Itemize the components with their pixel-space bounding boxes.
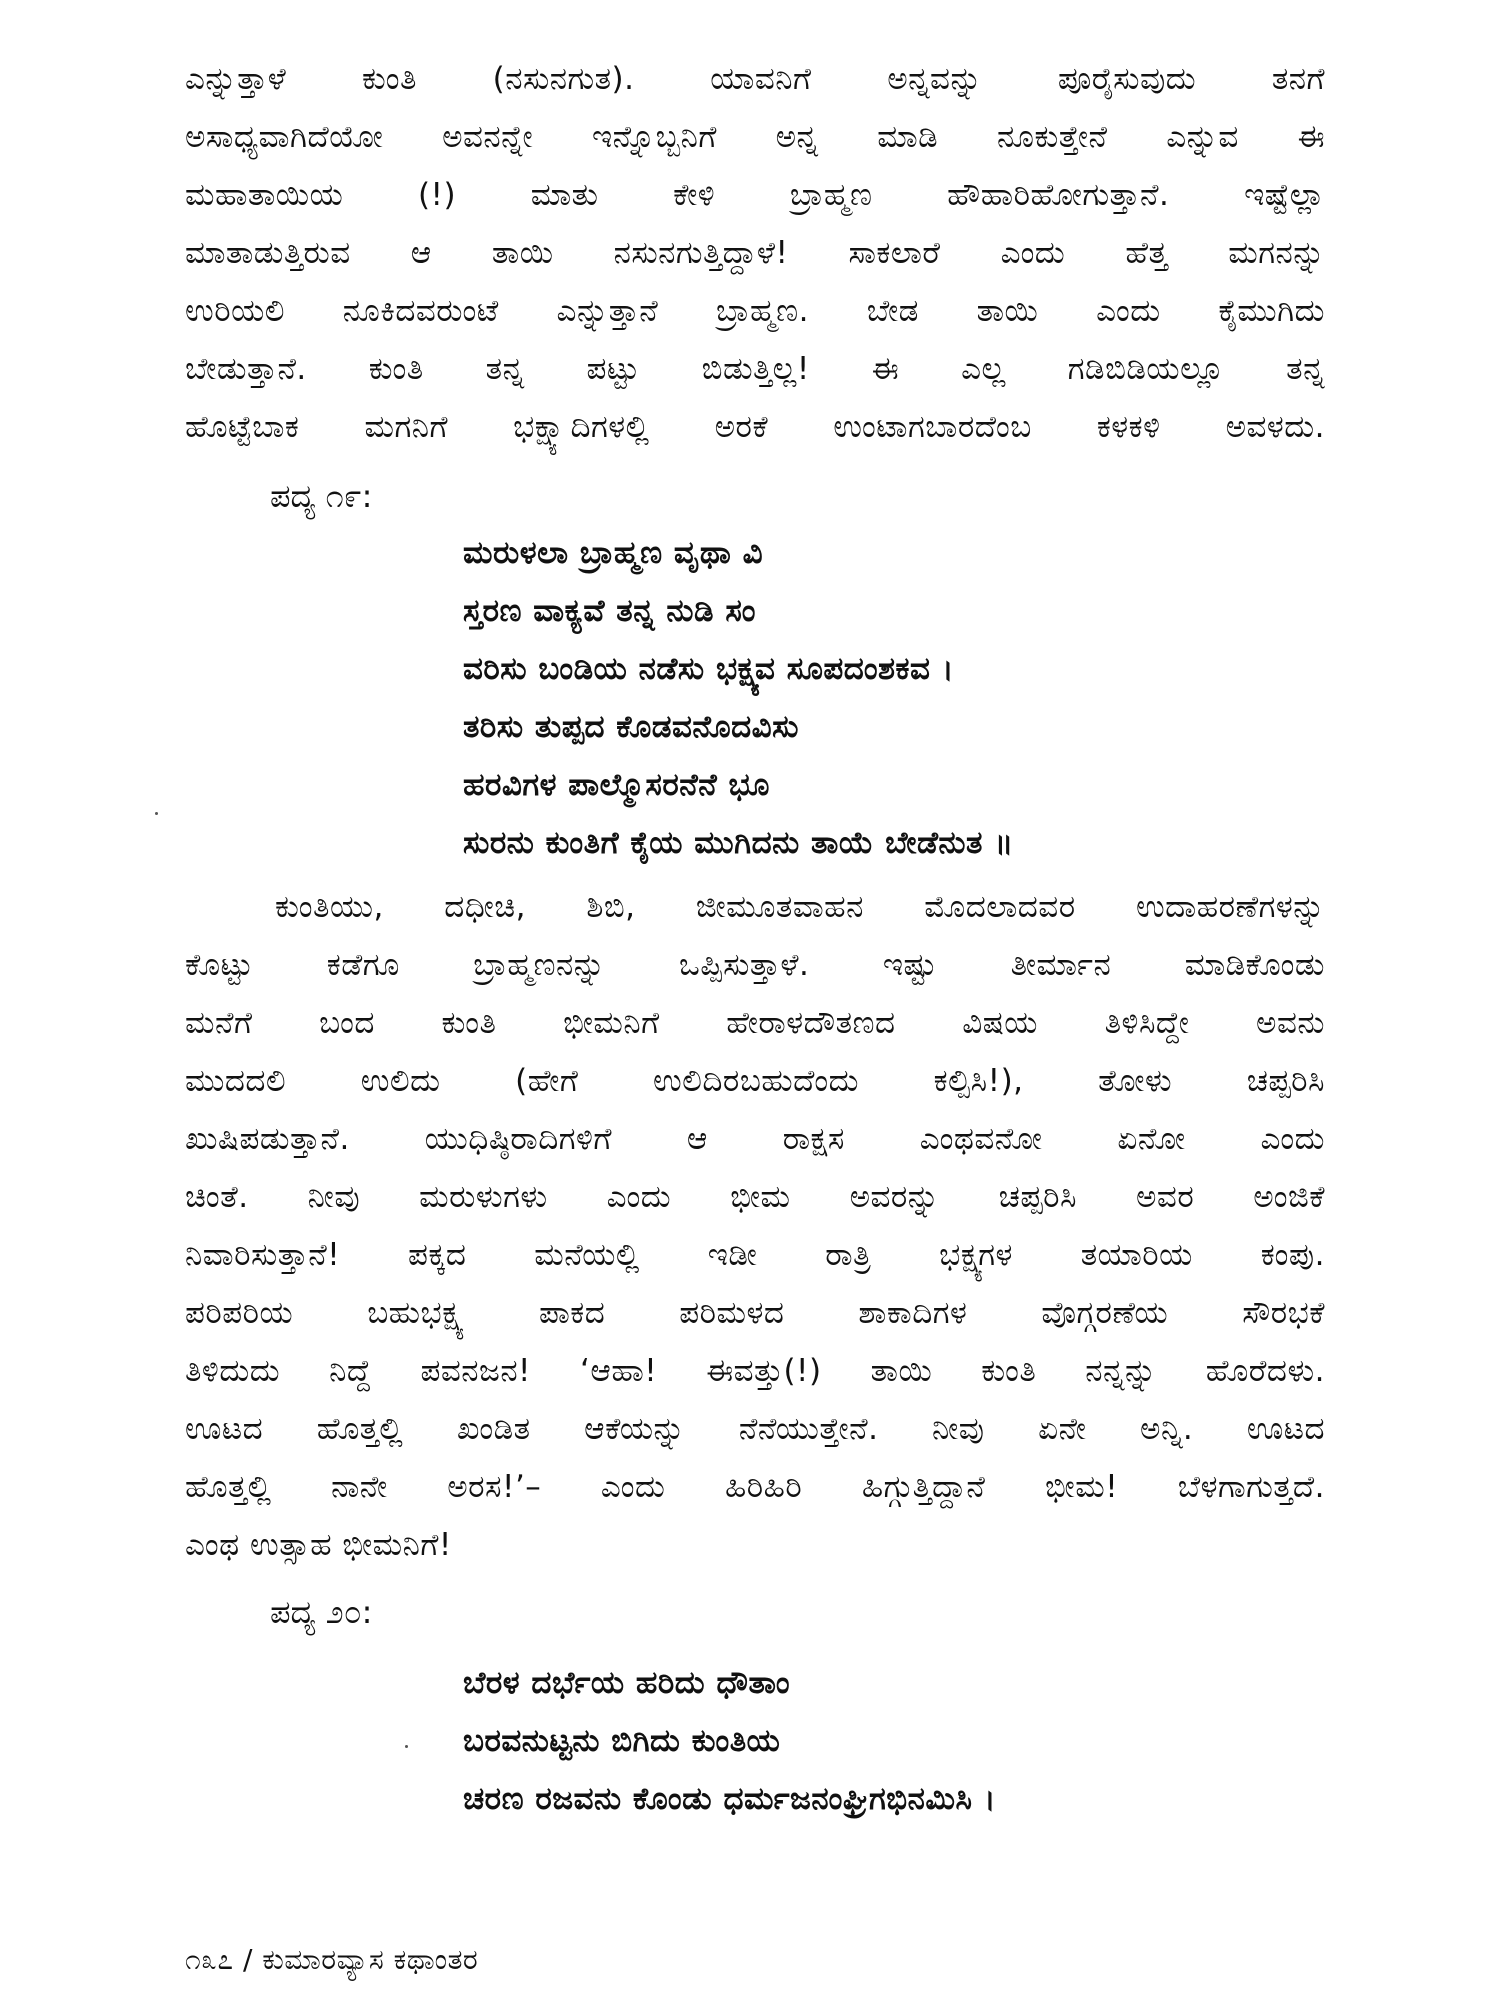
verse-line: ವರಿಸು ಬಂಡಿಯ ನಡೆಸು ಭಕ್ಷ್ಯವ ಸೂಪದಂಶಕವ । <box>463 651 954 687</box>
text-line: ಬೇಡುತ್ತಾನೆ. ಕುಂತಿ ತನ್ನ ಪಟ್ಟು ಬಿಡುತ್ತಿಲ್ಲ! ಈ ಎಲ್ಲ ಗಡಿಬಿಡಿಯಲ್ಲೂ ತನ್ನ <box>185 351 1325 387</box>
verse-line: ಬರವನುಟ್ಟನು ಬಿಗಿದು ಕುಂತಿಯ <box>463 1723 781 1759</box>
verse-line: ಚರಣ ರಜವನು ಕೊಂಡು ಧರ್ಮಜನಂಘ್ರಿಗಭಿನಮಿಸಿ । <box>463 1781 997 1817</box>
text-line: ಊಟದ ಹೊತ್ತಲ್ಲಿ ಖಂಡಿತ ಆಕೆಯನ್ನು ನೆನೆಯುತ್ತೇನೆ. ನೀವು ಏನೇ ಅನ್ನಿ. ಊಟದ <box>185 1411 1325 1447</box>
scan-speck <box>405 1745 408 1748</box>
text-line: ಪರಿಪರಿಯ ಬಹುಭಕ್ಷ್ಯ ಪಾಕದ ಪರಿಮಳದ ಶಾಕಾದಿಗಳ ವೊಗ್ಗರಣೆಯ ಸೌರಭಕೆ <box>185 1295 1325 1331</box>
text-line: ಚಿಂತೆ. ನೀವು ಮರುಳುಗಳು ಎಂದು ಭೀಮ ಅವರನ್ನು ಚಪ್ಪರಿಸಿ ಅವರ ಅಂಜಿಕೆ <box>185 1179 1325 1215</box>
verse-line: ಹರವಿಗಳ ಪಾಲ್ಮೊಸರನೆನೆ ಭೂ <box>463 767 770 803</box>
page-footer: ೧೩೭ / ಕುಮಾರವ್ಯಾಸ ಕಥಾಂತರ <box>185 1943 479 1976</box>
scan-speck <box>155 812 158 815</box>
verse-2 <box>463 1654 1223 1828</box>
verse-line: ತರಿಸು ತುಪ್ಪದ ಕೊಡವನೊದವಿಸು <box>463 709 799 745</box>
text-line: ಕುಂತಿಯು, ದಧೀಚಿ, ಶಿಬಿ, ಜೀಮೂತವಾಹನ ಮೊದಲಾದವರ ಉದಾಹರಣೆಗಳನ್ನು <box>275 889 1325 925</box>
text-line: ಮಹಾತಾಯಿಯ (!) ಮಾತು ಕೇಳಿ ಬ್ರಾಹ್ಮಣ ಹೌಹಾರಿಹೋಗುತ್ತಾನೆ. ಇಷ್ಟೆಲ್ಲಾ <box>185 177 1325 213</box>
verse-2-label: ಪದ್ಯ ೨೦: <box>270 1593 373 1631</box>
text-line: ಎಂಥ ಉತ್ಸಾಹ ಭೀಮನಿಗೆ! <box>185 1527 452 1563</box>
text-line: ಅಸಾಧ್ಯವಾಗಿದೆಯೋ ಅವನನ್ನೇ ಇನ್ನೊಬ್ಬನಿಗೆ ಅನ್ನ ಮಾಡಿ ನೂಕುತ್ತೇನೆ ಎನ್ನುವ ಈ <box>185 119 1325 155</box>
text-line: ಮುದದಲಿ ಉಲಿದು (ಹೇಗೆ ಉಲಿದಿರಬಹುದೆಂದು ಕಲ್ಪಿಸಿ!), ತೋಳು ಚಪ್ಪರಿಸಿ <box>185 1063 1325 1099</box>
verse-line: ಮರುಳಲಾ ಬ್ರಾಹ್ಮಣ ವೃಥಾ ವಿ <box>463 535 764 571</box>
verse-line: ಸುರನು ಕುಂತಿಗೆ ಕೈಯ ಮುಗಿದನು ತಾಯೆ ಬೇಡೆನುತ ॥ <box>463 825 1014 861</box>
text-line: ಎನ್ನುತ್ತಾಳೆ ಕುಂತಿ (ನಸುನಗುತ). ಯಾವನಿಗೆ ಅನ್ನವನ್ನು ಪೂರೈಸುವುದು ತನಗೆ <box>185 61 1325 97</box>
text-line: ಮಾತಾಡುತ್ತಿರುವ ಆ ತಾಯಿ ನಸುನಗುತ್ತಿದ್ದಾಳೆ! ಸಾಕಲಾರೆ ಎಂದು ಹೆತ್ತ ಮಗನನ್ನು <box>185 235 1325 271</box>
text-line: ತಿಳಿದುದು ನಿದ್ದೆ ಪವನಜನ! ‘ಆಹಾ! ಈವತ್ತು(!) ತಾಯಿ ಕುಂತಿ ನನ್ನನ್ನು ಹೊರೆದಳು. <box>185 1353 1325 1389</box>
text-line: ಮನೆಗೆ ಬಂದ ಕುಂತಿ ಭೀಮನಿಗೆ ಹೇರಾಳದೌತಣದ ವಿಷಯ ತಿಳಿಸಿದ್ದೇ ಅವನು <box>185 1005 1325 1041</box>
text-line: ಖುಷಿಪಡುತ್ತಾನೆ. ಯುಧಿಷ್ಠಿರಾದಿಗಳಿಗೆ ಆ ರಾಕ್ಷಸ ಎಂಥವನೋ ಏನೋ ಎಂದು <box>185 1121 1325 1157</box>
text-line: ಹೊಟ್ಟೆಬಾಕ ಮಗನಿಗೆ ಭಕ್ಷ್ಯಾದಿಗಳಲ್ಲಿ ಅರಕೆ ಉಂಟಾಗಬಾರದೆಂಬ ಕಳಕಳಿ ಅವಳದು. <box>185 409 1325 445</box>
verse-line: ಬೆರಳ ದರ್ಭೆಯ ಹರಿದು ಧೌತಾಂ <box>463 1665 791 1701</box>
paragraph-1 <box>185 50 1325 456</box>
verse-line: ಸ್ತರಣ ವಾಕ್ಯವೆ ತನ್ನ ನುಡಿ ಸಂ <box>463 593 757 629</box>
verse-1-label: ಪದ್ಯ ೧೯: <box>270 477 373 515</box>
verse-1 <box>463 524 1223 872</box>
text-line: ಹೊತ್ತಲ್ಲಿ ನಾನೇ ಅರಸ!’– ಎಂದು ಹಿರಿಹಿರಿ ಹಿಗ್ಗುತ್ತಿದ್ದಾನೆ ಭೀಮ! ಬೆಳಗಾಗುತ್ತದೆ. <box>185 1469 1325 1505</box>
paragraph-2 <box>185 878 1325 1574</box>
text-line: ಉರಿಯಲಿ ನೂಕಿದವರುಂಟೆ ಎನ್ನುತ್ತಾನೆ ಬ್ರಾಹ್ಮಣ. ಬೇಡ ತಾಯಿ ಎಂದು ಕೈಮುಗಿದು <box>185 293 1325 329</box>
text-line: ನಿವಾರಿಸುತ್ತಾನೆ! ಪಕ್ಕದ ಮನೆಯಲ್ಲಿ ಇಡೀ ರಾತ್ರಿ ಭಕ್ಷ್ಯಗಳ ತಯಾರಿಯ ಕಂಪು. <box>185 1237 1325 1273</box>
text-line: ಕೊಟ್ಟು ಕಡೆಗೂ ಬ್ರಾಹ್ಮಣನನ್ನು ಒಪ್ಪಿಸುತ್ತಾಳೆ. ಇಷ್ಟು ತೀರ್ಮಾನ ಮಾಡಿಕೊಂಡು <box>185 947 1325 983</box>
